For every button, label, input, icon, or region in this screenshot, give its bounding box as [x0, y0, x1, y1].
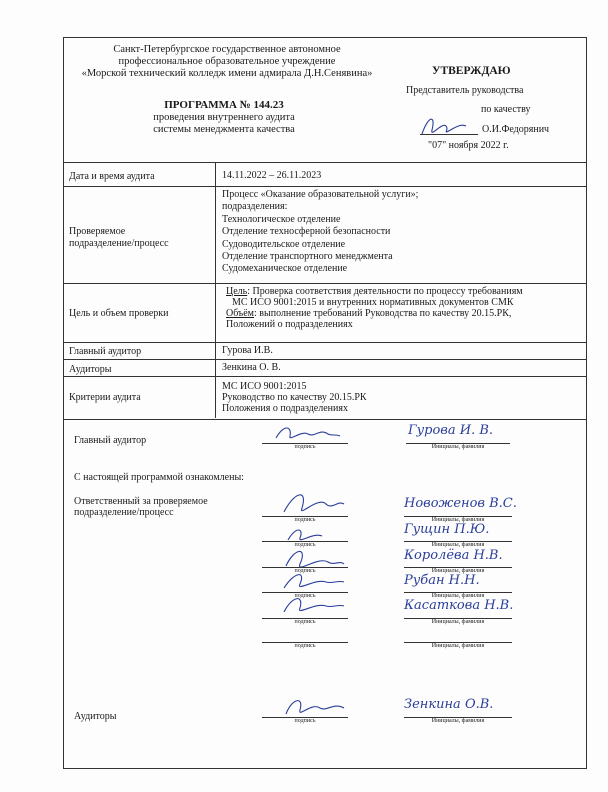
caption-signature: подпись [294, 718, 316, 724]
criteria-value: Положения о подразделениях [222, 403, 348, 414]
date-label: Дата и время аудита [69, 171, 155, 182]
auditors-sign-label: Аудиторы [74, 711, 117, 722]
goal-values [226, 286, 523, 330]
responsible-handwritten-name-1: Новоженов В.С. [404, 496, 517, 511]
table-row-criteria [63, 376, 587, 420]
caption-name: Инициалы, фамилия [431, 542, 485, 548]
approval-name: О.И.Федорянич [482, 124, 550, 135]
department-value: Судоводительское отделение [222, 238, 346, 250]
table-row-chief [63, 342, 587, 360]
approval-position-2: по качеству [481, 104, 531, 115]
criteria-value: Руководство по качеству 20.15.РК [222, 392, 367, 403]
goal-prefix: Цель [226, 286, 248, 297]
approval-position: Представитель руководства [406, 85, 524, 96]
department-value: подразделения: [222, 201, 288, 213]
department-value: Судомеханическое отделение [222, 263, 348, 275]
department-values [222, 189, 418, 276]
responsible-handwritten-name-2: Гущин П.Ю. [404, 522, 490, 537]
department-value: Отделение транспортного менеджмента [222, 251, 393, 263]
table-row-date [63, 162, 587, 187]
responsible-handwritten-name-5: Касаткова Н.В. [404, 598, 514, 613]
caption-name: Инициалы, фамилия [431, 568, 485, 574]
criteria-value: МС ИСО 9001:2015 [222, 381, 307, 392]
caption-name: Инициалы, фамилия [431, 718, 485, 724]
responsible-handwritten-name-4: Рубан Н.Н. [404, 573, 480, 588]
responsible-signature-marks [278, 484, 348, 634]
caption-name: Инициалы, фамилия [431, 593, 485, 599]
caption-signature: подпись [294, 568, 316, 574]
program-subtitle [66, 112, 382, 136]
auditors-value: Зенкина О. В. [222, 362, 281, 373]
caption-name: Инициалы, фамилия [431, 643, 485, 649]
caption-signature: подпись [294, 444, 316, 450]
program-subtitle-line: системы менеджмента качества [153, 124, 295, 135]
auditors-label: Аудиторы [69, 364, 112, 375]
org-line: Санкт-Петербургское государственное автономное [113, 44, 341, 55]
program-title: ПРОГРАММА № 144.23 [164, 99, 284, 111]
org-line: профессиональное образовательное учреждение [118, 56, 336, 67]
caption-signature: подпись [294, 619, 316, 625]
table-row-goal [63, 283, 587, 343]
scope-prefix: Объём [226, 308, 254, 319]
goal-text: : Проверка соответствия деятельности по процессу требованиям [247, 286, 523, 297]
caption-signature: подпись [294, 593, 316, 599]
criteria-label: Критерии аудита [69, 392, 141, 403]
responsible-handwritten-name-3: Королёва Н.В. [404, 548, 503, 563]
department-value: Процесс «Оказание образовательной услуги»; [222, 189, 419, 200]
scope-text-2: Положений о подразделениях [226, 319, 353, 330]
goal-line [226, 286, 523, 297]
caption-signature: подпись [294, 517, 316, 523]
scope-text: : выполнение требований Руководства по качеству 20.15.РК, [254, 308, 512, 319]
responsible-label-line: подразделение/процесс [74, 507, 174, 518]
table-row-department [63, 186, 587, 284]
auditor-handwritten-name: Зенкина О.В. [404, 697, 494, 712]
caption-name: Инициалы, фамилия [431, 444, 485, 450]
goal-label: Цель и объем проверки [69, 308, 169, 319]
approval-signature-mark [418, 112, 468, 142]
caption-signature: подпись [294, 542, 316, 548]
chief-handwritten-name: Гурова И. В. [408, 423, 494, 438]
criteria-values [222, 381, 367, 414]
responsible-label-line: Ответственный за проверяемое [74, 496, 208, 507]
approval-title: УТВЕРЖДАЮ [432, 65, 511, 77]
department-label [69, 226, 169, 250]
department-value: Отделение техносферной безопасности [222, 226, 391, 238]
department-label-line: подразделение/процесс [69, 238, 169, 249]
table-row-auditors [63, 359, 587, 377]
caption-name: Инициалы, фамилия [431, 619, 485, 625]
chief-label: Главный аудитор [69, 346, 142, 357]
date-value: 14.11.2022 – 26.11.2023 [222, 170, 322, 181]
responsible-label [74, 496, 208, 518]
org-line: «Морской технический колледж имени адмирала Д.Н.Сенявина» [81, 68, 373, 79]
caption-name: Инициалы, фамилия [431, 517, 485, 523]
chief-auditor-sign-label: Главный аудитор [74, 435, 147, 446]
acquainted-heading: С настоящей программой ознакомлены: [74, 472, 244, 483]
scope-line [226, 308, 523, 319]
goal-text-2: МС ИСО 9001:2015 и внутренних нормативных документов СМК [232, 297, 514, 308]
chief-value: Гурова И.В. [222, 345, 273, 356]
approval-date: "07" ноября 2022 г. [428, 140, 509, 151]
department-label-line: Проверяемое [69, 226, 126, 237]
program-subtitle-line: проведения внутреннего аудита [153, 112, 295, 123]
caption-signature: подпись [294, 643, 316, 649]
department-value: Технологическое отделение [222, 213, 341, 225]
organization-header [66, 44, 388, 80]
